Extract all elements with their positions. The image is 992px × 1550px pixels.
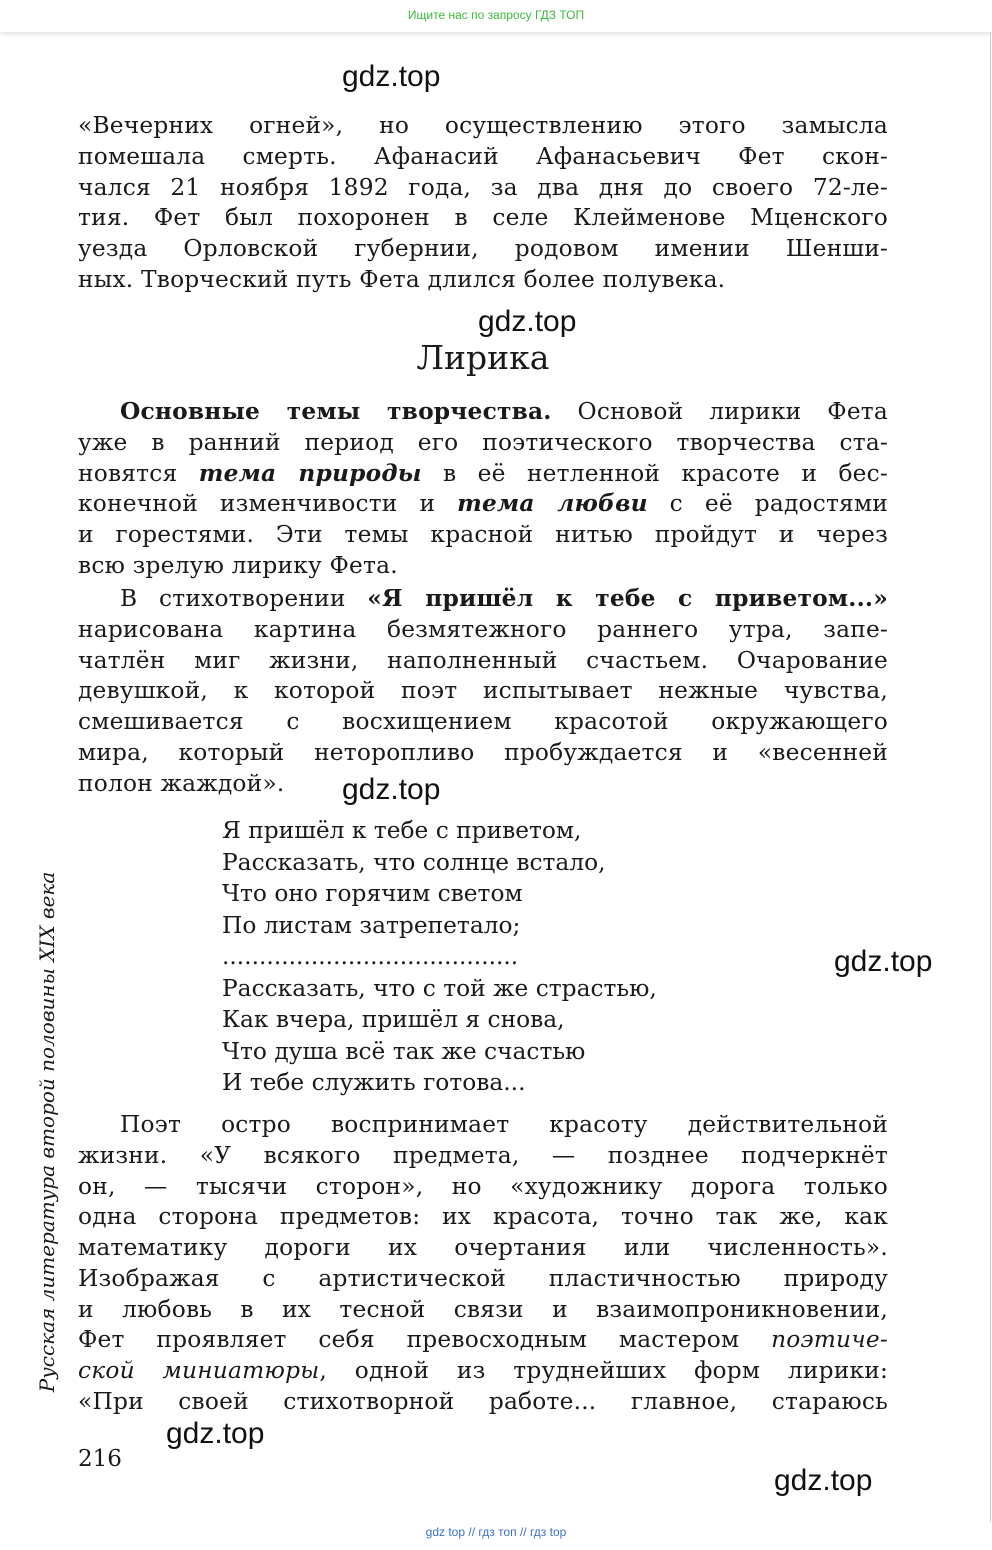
footer-links — [0, 1522, 992, 1542]
poem-line: Что душа всё так же счастью — [222, 1037, 586, 1065]
text-line: тия. Фет был похоронен в селе Клейменове Мценского — [78, 204, 888, 232]
text-line: ных. Творческий путь Фета длился более полувека. — [78, 265, 726, 293]
text-line: чатлён миг жизни, наполненный счастьем. Очарование — [78, 646, 888, 674]
text-line: всю зрелую лирику Фета. — [78, 551, 398, 579]
text-line: и любовь в их тесной связи и взаимопроникновении, — [78, 1295, 888, 1323]
text-line: нарисована картина безмятежного раннего утра, запе- — [78, 615, 888, 643]
text-line: одна сторона предметов: их красота, точно так же, как — [78, 1203, 888, 1231]
text-fragment: Фет проявляет себя превосходным мастером — [78, 1326, 772, 1354]
watermark: gdz.top — [478, 305, 577, 338]
text-line: «При своей стихотворной работе... главное, стараюсь — [78, 1387, 888, 1415]
poem-line: Я пришёл к тебе с приветом, — [222, 817, 582, 844]
text-line: уезда Орловской губернии, родовом имении Шенши- — [78, 235, 888, 262]
watermark: gdz.top — [834, 945, 933, 978]
poem-intro-paragraph — [78, 584, 888, 799]
text-line — [78, 1325, 888, 1356]
text-fragment: в её нетленной красоте и бес- — [421, 459, 888, 487]
text-line — [78, 397, 888, 428]
emphasis-love: тема любви — [457, 490, 648, 518]
top-banner-link[interactable]: Ищите нас по запросу ГДЗ ТОП — [407, 8, 585, 22]
text-line — [78, 584, 888, 615]
emphasis-nature: тема природы — [198, 459, 422, 487]
poem-line: И тебе служить готова... — [222, 1069, 526, 1096]
text-line: смешивается с восхищением красотой окружающего — [78, 708, 888, 735]
text-fragment: В стихотворении — [120, 585, 368, 612]
poem-line: Как вчера, пришёл я снова, — [222, 1006, 565, 1033]
italic-term: поэтиче- — [771, 1326, 888, 1354]
footer-separator: // — [519, 1525, 527, 1539]
watermark: gdz.top — [774, 1464, 873, 1497]
text-line: и горестями. Эти темы красной нитью пройдут и через — [78, 521, 888, 548]
poem-line: По листам затрепетало; — [222, 911, 521, 939]
text-fragment: Поэт остро воспринимает красоту действительной — [120, 1111, 888, 1138]
poem-title: «Я пришёл к тебе с приветом...» — [367, 585, 888, 612]
footer-link[interactable]: gdz top — [425, 1525, 466, 1539]
text-line: уже в ранний период его поэтического творчества ста- — [78, 428, 888, 456]
text-line: «Вечерних огней», но осуществлению этого замысла — [78, 112, 888, 139]
themes-paragraph — [78, 397, 888, 582]
text-fragment: с её радостями — [647, 490, 889, 518]
poem-line: Рассказать, что солнце встало, — [222, 848, 606, 876]
poem-line: Что оно горячим светом — [222, 880, 523, 907]
footer-link[interactable]: гдз top — [529, 1525, 567, 1539]
page-number: 216 — [78, 1446, 122, 1472]
page-edge-divider — [990, 32, 991, 1522]
section-heading: Лирика — [416, 338, 550, 377]
poem-block — [222, 815, 782, 1099]
text-line — [78, 1356, 888, 1387]
bold-lead: Основные темы творчества. — [120, 398, 552, 425]
text-line: мира, который неторопливо пробуждается и «весенней — [78, 738, 888, 766]
footer-separator: // — [468, 1525, 476, 1539]
text-line: жизни. «У всякого предмета, — позднее подчеркнёт — [78, 1141, 888, 1169]
text-line: Изображая с артистической пластичностью природу — [78, 1264, 888, 1292]
text-fragment: конечной изменчивости и — [78, 490, 458, 518]
intro-paragraph — [78, 111, 888, 296]
side-running-title: Русская литература второй половины XIX века — [35, 871, 59, 1393]
top-banner — [0, 0, 992, 32]
text-line: он, — тысячи сторон», но «художнику дорога только — [78, 1172, 888, 1200]
italic-term: ской миниатюры — [78, 1357, 320, 1384]
watermark: gdz.top — [342, 60, 441, 93]
watermark: gdz.top — [342, 773, 441, 806]
text-fragment: Основой лирики Фета — [551, 398, 888, 425]
watermark: gdz.top — [166, 1417, 265, 1450]
poem-line: Рассказать, что с той же страстью, — [222, 974, 657, 1002]
text-fragment: новятся — [78, 459, 199, 487]
closing-paragraph — [78, 1110, 888, 1418]
footer-link[interactable]: гдз топ — [478, 1525, 517, 1539]
text-line: девушкой, к которой поэт испытывает нежные чувства, — [78, 677, 888, 705]
text-line: помешала смерть. Афанасий Афанасьевич Фет скон- — [78, 142, 888, 170]
text-line: полон жаждой». — [78, 769, 285, 797]
text-fragment: , одной из труднейших форм лирики: — [319, 1357, 889, 1384]
text-line — [78, 489, 888, 520]
poem-ellipsis-line: ........................................ — [222, 943, 519, 970]
text-line — [78, 1110, 888, 1141]
text-line: математику дороги их очертания или численность». — [78, 1234, 888, 1261]
text-line — [78, 459, 888, 490]
text-line: чался 21 ноября 1892 года, за два дня до своего 72-ле- — [78, 173, 888, 201]
